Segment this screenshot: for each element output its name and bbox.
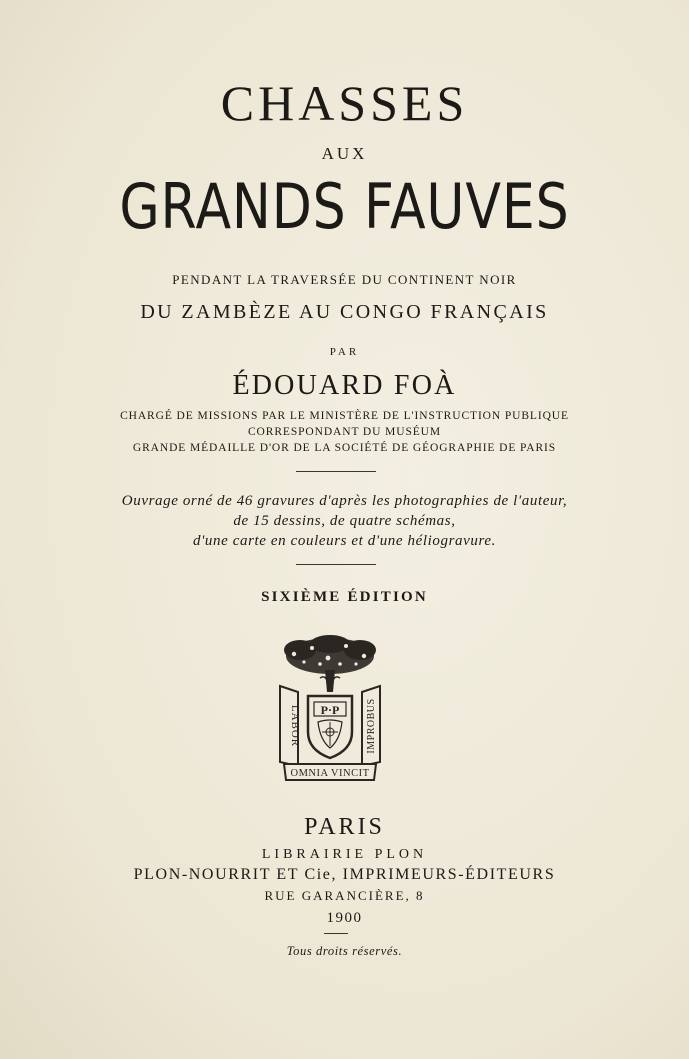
- emblem-banner-bottom: OMNIA VINCIT: [290, 768, 370, 779]
- divider-rule: [324, 933, 348, 934]
- divider-rule: [296, 471, 376, 472]
- illustration-note-line: Ouvrage orné de 46 gravures d'après les photographies de l'auteur,: [121, 493, 568, 509]
- emblem-banner-left: LABOR: [289, 704, 301, 748]
- imprint-address: RUE GARANCIÈRE, 8: [264, 888, 425, 903]
- publisher-emblem: [270, 634, 390, 784]
- author-credential: GRANDE MÉDAILLE D'OR DE LA SOCIÉTÉ DE GÉOGRAPHIE DE PARIS: [132, 442, 557, 454]
- imprint-publisher-full: PLON-NOURRIT ET Cie, IMPRIMEURS-ÉDITEURS: [133, 866, 556, 883]
- illustration-note-line: de 15 dessins, de quatre schémas,: [233, 513, 456, 529]
- title-line-chasses: CHASSES: [220, 75, 469, 131]
- author-credential: CHARGÉ DE MISSIONS PAR LE MINISTÈRE DE L'INSTRUCTION PUBLIQUE: [120, 410, 569, 422]
- title-line-grands-fauves: GRANDS FAUVES: [119, 170, 570, 243]
- emblem-banner-right: IMPROBUS: [366, 698, 377, 754]
- subtitle-line-1: PENDANT LA TRAVERSÉE DU CONTINENT NOIR: [172, 272, 517, 287]
- imprint-year: 1900: [326, 910, 363, 926]
- divider-rule: [296, 564, 376, 565]
- author-credential: CORRESPONDANT DU MUSÉUM: [247, 426, 441, 438]
- illustration-note-line: d'une carte en couleurs et d'une héliogravure.: [193, 533, 496, 549]
- rights-notice: Tous droits réservés.: [286, 944, 403, 958]
- imprint-city: PARIS: [304, 814, 385, 840]
- emblem-monogram: P·P: [320, 703, 340, 717]
- edition-label: SIXIÈME ÉDITION: [261, 589, 428, 605]
- byline-par: PAR: [329, 346, 360, 358]
- subtitle-line-2: DU ZAMBÈZE AU CONGO FRANÇAIS: [140, 301, 549, 323]
- author-name: ÉDOUARD FOÀ: [232, 370, 457, 401]
- imprint-publisher: LIBRAIRIE PLON: [261, 847, 428, 862]
- title-line-aux: AUX: [321, 144, 368, 163]
